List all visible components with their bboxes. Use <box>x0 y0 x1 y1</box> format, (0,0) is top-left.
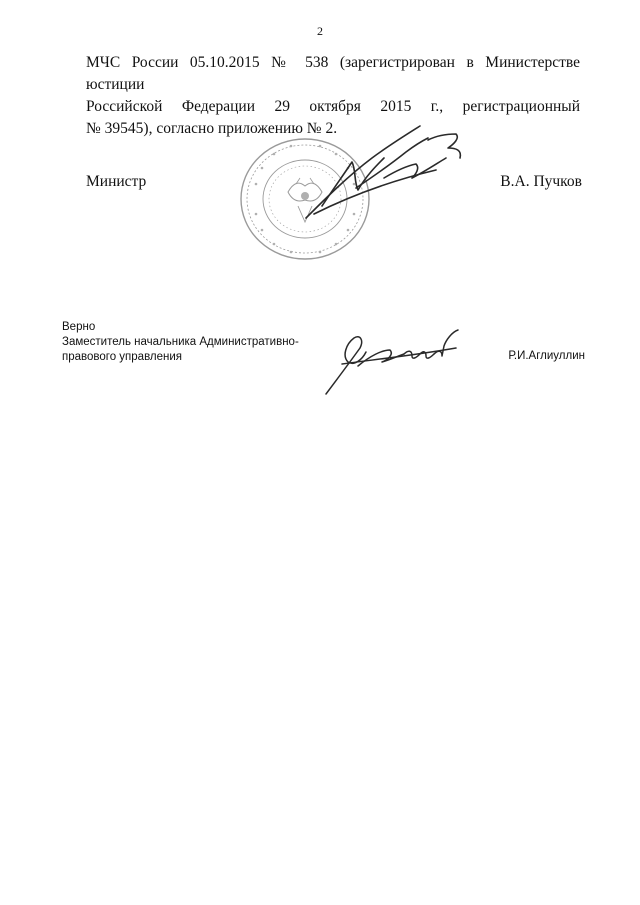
certifier-signature-icon <box>320 326 466 398</box>
minister-title: Министр <box>86 173 147 190</box>
certifier-position-line: Заместитель начальника Административно- <box>62 336 299 348</box>
certifier-name: Р.И.Аглиуллин <box>508 350 585 362</box>
minister-signature-icon <box>296 118 476 228</box>
body-line: Российской Федерации 29 октября 2015 г., регистрационный <box>86 98 580 115</box>
certifier-position-line: правового управления <box>62 351 183 363</box>
page-number: 2 <box>317 24 323 38</box>
body-line: МЧС России 05.10.2015 № 538 (зарегистрирован в Министерстве юстиции <box>86 54 580 93</box>
minister-name: В.А. Пучков <box>500 173 582 190</box>
certification-label: Верно <box>62 321 96 333</box>
body-line: № 39545), согласно приложению № 2. <box>86 120 338 137</box>
certification-block <box>62 320 299 365</box>
